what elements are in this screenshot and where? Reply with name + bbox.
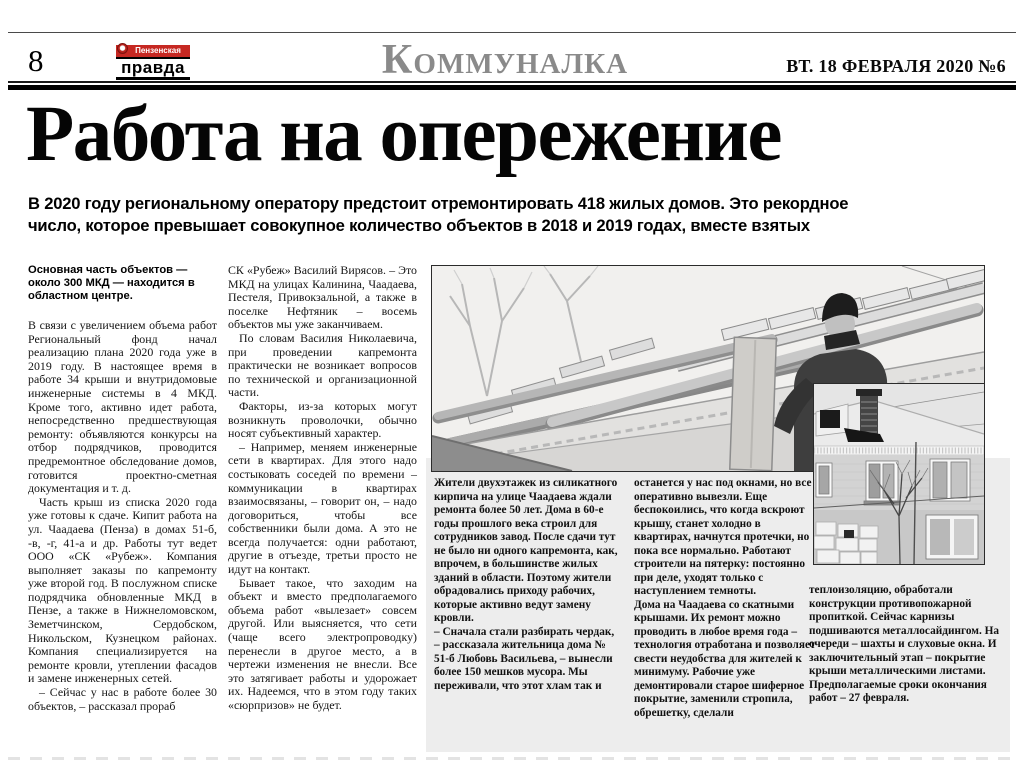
caption-paragraph: – Сначала стали разбирать чердак, – рассказала жительница дома № 51-б Любовь Васильева, – вынесли более 150 мешков мусора. Мы переживали, что этот хлам так и [434, 625, 615, 692]
body-paragraph: Факторы, из-за которых могут возникнуть проволочки, обычно носят субъективный характер. [228, 398, 417, 441]
photo-caption-column-3 [809, 584, 1010, 706]
article-subtitle [28, 193, 1022, 236]
page-number: 8 [28, 43, 44, 78]
article-column-1 [28, 264, 217, 713]
caption-paragraph: Дома на Чаадаева со скатными крышами. Их ремонт можно проводить в любое время года – технология отработана и позволяет свести неудобства для жителей к минимуму. Рабочие уже демонтировали старое шиферное покрытие, заменили стропила, обрешетку, сделали [634, 598, 816, 719]
logo-bottom-text: правда [116, 57, 190, 80]
body-paragraph: – Сейчас у нас в работе более 30 объектов, – рассказал прораб [28, 685, 217, 713]
section-title: КОММУНАЛКА [381, 37, 629, 83]
top-rule [8, 32, 1016, 33]
body-paragraph: Часть крыш из списка 2020 года уже готовы к сдаче. Кипит работа на ул. Чаадаева (Пенза) в домах 51-б, -в, -г, 41-а и др. Работы тут ведет ООО «СК «Рубеж». Компания выполняет заказы по капремонту уже второй год. В послужном списке подрядчика обновленные МКД в Пензе, а также в Нижнеломовском, Земетчинском, Сердобском, Никольском, Кузнецком районах. Компания специализируется на ремонте кровли, утеплении фасадов и замене инженерных сетей. [28, 494, 217, 686]
building-facade-photo-art [814, 384, 984, 564]
photo-caption-column-1 [434, 477, 618, 693]
body-paragraph: В связи с увеличением объема работ Региональный фонд начал реализацию плана 2020 года уже в 2019 году. В настоящее время в работе 34 крыши и внутридомовые инженерные системы в 4 МКД. Кроме того, активно идет работа, непосредственно предшествующая ремонту: объявляются конкурсы на отбор подрядчиков, проводится предремонтное обследование домов, готовится проектно-сметная документация и т. д. [28, 318, 217, 496]
header-thick-rule [8, 85, 1016, 90]
subtitle-line: В 2020 году региональному оператору предстоит отремонтировать 418 жилых домов. Это рекордное [28, 194, 849, 213]
body-paragraph: По словам Василия Николаевича, при проведении капремонта практически не возникает вопросов по технической и организационной части. [228, 330, 417, 400]
logo-top-text: Пензенская [135, 46, 181, 55]
building-facade-photo [813, 383, 985, 565]
logo-top-band [116, 45, 190, 57]
newspaper-logo [116, 45, 190, 80]
photo-caption-column-2 [634, 477, 817, 720]
subtitle-line: число, которое превышает совокупное количество объектов в 2018 и 2019 годах, вместе взятых [28, 215, 810, 235]
caption-paragraph: теплоизоляцию, обработали конструкции противопожарной пропиткой. Сейчас карнизы подшиваются металлосайдингом. На очереди – шахты и слуховые окна. И заключительный этап – покрытие крыши металлическими листами. Предполагаемые сроки окончания работ – 27 февраля. [809, 584, 1000, 704]
article-column-2 [228, 264, 417, 713]
body-paragraph: Бывает такое, что заходим на объект и вместо предполагаемого объема работ «вылезает» совсем другой. Или выясняется, что сети (чаще всего электропроводку) перенесли в другое место, а в чертежи изменения не внесли. Все это затягивает работы и удорожает их. Надеемся, что в этом году таких «сюрпризов» не будет. [228, 575, 417, 712]
issue-date: ВТ. 18 ФЕВРАЛЯ 2020 №6 [786, 56, 1006, 76]
bottom-scan-artifact [8, 757, 1016, 760]
article-headline: Работа на опережение [26, 91, 781, 178]
caption-paragraph: останется у нас под окнами, но все оперативно вывезли. Еще беспокоились, что когда вскроют крышу, станет холодно в квартирах, начнутся протечки, но пока все нормально. Работают строители на пятерку: постоянно при деле, уходят только с наступлением темноты. [634, 477, 812, 597]
lead-paragraph: Основная часть объектов — около 300 МКД — находится в областном центре. [28, 264, 195, 302]
body-paragraph: – Например, меняем инженерные сети в квартирах. Для этого надо состыковать соседей по времени – коммуникации в квартирах взаимосвязаны, – говорит он, – надо договориться, чтобы все собственники были дома. А это не всегда получается: одни работают, другие в отъезде, третьи просто не идут на контакт. [228, 439, 417, 577]
logo-emblem-icon [117, 43, 128, 54]
caption-paragraph: Жители двухэтажек из силикатного кирпича на улице Чаадаева ждали ремонта более 50 лет. Дома в 60-е годы прошлого века строил для сотрудников завод. После сдачи тут не было ни одного капремонта, как, впрочем, в большинстве жилых зданий в области. Поэтому жители обрадовались приходу рабочих, которые активно ведут замену кровли. [434, 477, 618, 624]
body-paragraph: СК «Рубеж» Василий Вирясов. – Это МКД на улицах Калинина, Чаадаева, Пестеля, Привокзальной, а также в поселке Нефтяник – восемь объектов мы уже заканчиваем. [228, 263, 417, 332]
